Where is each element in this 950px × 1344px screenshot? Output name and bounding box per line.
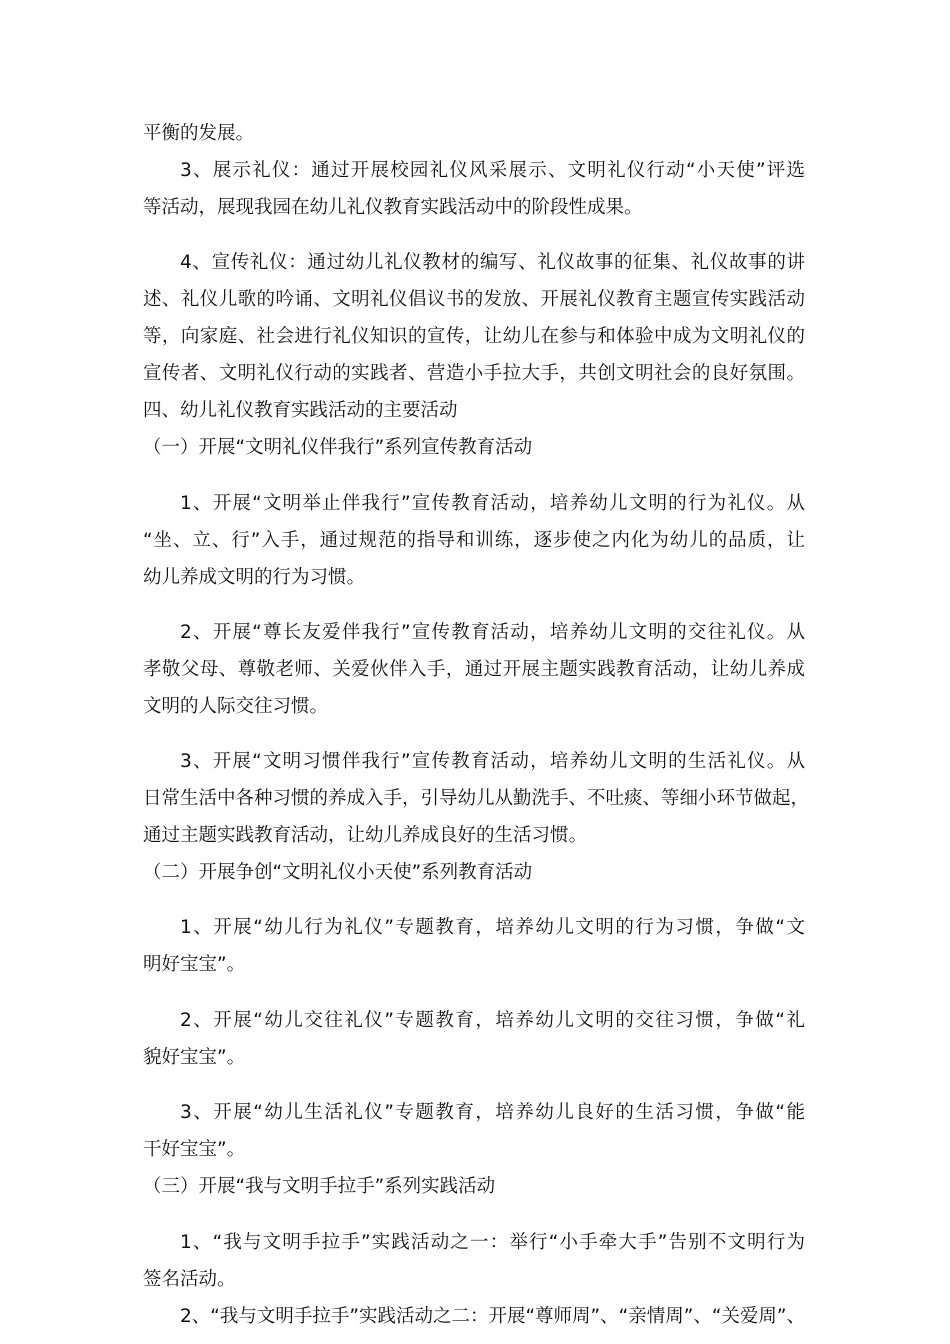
text-line: 孝敬父母、尊敬老师、关爱伙伴入手，通过开展主题实践教育活动，让幼儿养成: [143, 659, 805, 680]
text-line: 等活动，展现我园在幼儿礼仪教育实践活动中的阶段性成果。: [143, 197, 643, 218]
text-line: 明好宝宝”。: [143, 954, 246, 975]
text-line: 4、宣传礼仪：通过幼儿礼仪教材的编写、礼仪故事的征集、礼仪故事的讲: [180, 252, 805, 273]
text-line: 3、开展“文明习惯伴我行”宣传教育活动，培养幼儿文明的生活礼仪。从: [180, 751, 805, 772]
text-line: 通过主题实践教育活动，让幼儿养成良好的生活习惯。: [143, 825, 588, 846]
text-line: 2、开展“尊长友爱伴我行”宣传教育活动，培养幼儿文明的交往礼仪。从: [180, 622, 805, 643]
text-line: 3、开展“幼儿生活礼仪”专题教育，培养幼儿良好的生活习惯，争做“能: [180, 1102, 805, 1123]
text-line: 宣传者、文明礼仪行动的实践者、营造小手拉大手，共创文明社会的良好氛围。: [143, 363, 805, 384]
text-line: 3、展示礼仪：通过开展校园礼仪风采展示、文明礼仪行动“小天使”评选: [180, 160, 805, 181]
text-line: 日常生活中各种习惯的养成入手，引导幼儿从勤洗手、不吐痰、等细小环节做起，: [143, 788, 810, 809]
text-line: “坐、立、行”入手，通过规范的指导和训练，逐步使之内化为幼儿的品质，让: [143, 530, 805, 551]
text-line: 1、开展“文明举止伴我行”宣传教育活动，培养幼儿文明的行为礼仪。从: [180, 493, 805, 514]
section-heading: 四、幼儿礼仪教育实践活动的主要活动: [143, 400, 458, 421]
text-line: 2、“我与文明手拉手”实践活动之二：开展“尊师周”、“亲情周”、“关爱周”、: [180, 1306, 805, 1327]
subsection-heading: （三）开展“我与文明手拉手”系列实践活动: [143, 1176, 496, 1197]
subsection-heading: （二）开展争创“文明礼仪小天使”系列教育活动: [143, 862, 533, 883]
text-line: 貌好宝宝”。: [143, 1047, 246, 1068]
text-line: 文明的人际交往习惯。: [143, 696, 329, 717]
text-line: 1、开展“幼儿行为礼仪”专题教育，培养幼儿文明的行为习惯，争做“文: [180, 917, 805, 938]
text-line: 等，向家庭、社会进行礼仪知识的宣传，让幼儿在参与和体验中成为文明礼仪的: [143, 326, 805, 347]
subsection-heading: （一）开展“文明礼仪伴我行”系列宣传教育活动: [143, 437, 533, 458]
text-line: 干好宝宝”。: [143, 1139, 246, 1160]
text-line: 2、开展“幼儿交往礼仪”专题教育，培养幼儿文明的交往习惯，争做“礼: [180, 1010, 805, 1031]
text-line: 述、礼仪儿歌的吟诵、文明礼仪倡议书的发放、开展礼仪教育主题宣传实践活动: [143, 289, 805, 310]
text-line: 幼儿养成文明的行为习惯。: [143, 567, 366, 588]
text-line: 平衡的发展。: [143, 123, 255, 144]
text-line: 1、“我与文明手拉手”实践活动之一：举行“小手牵大手”告别不文明行为: [180, 1232, 805, 1253]
text-line: 签名活动。: [143, 1269, 236, 1290]
